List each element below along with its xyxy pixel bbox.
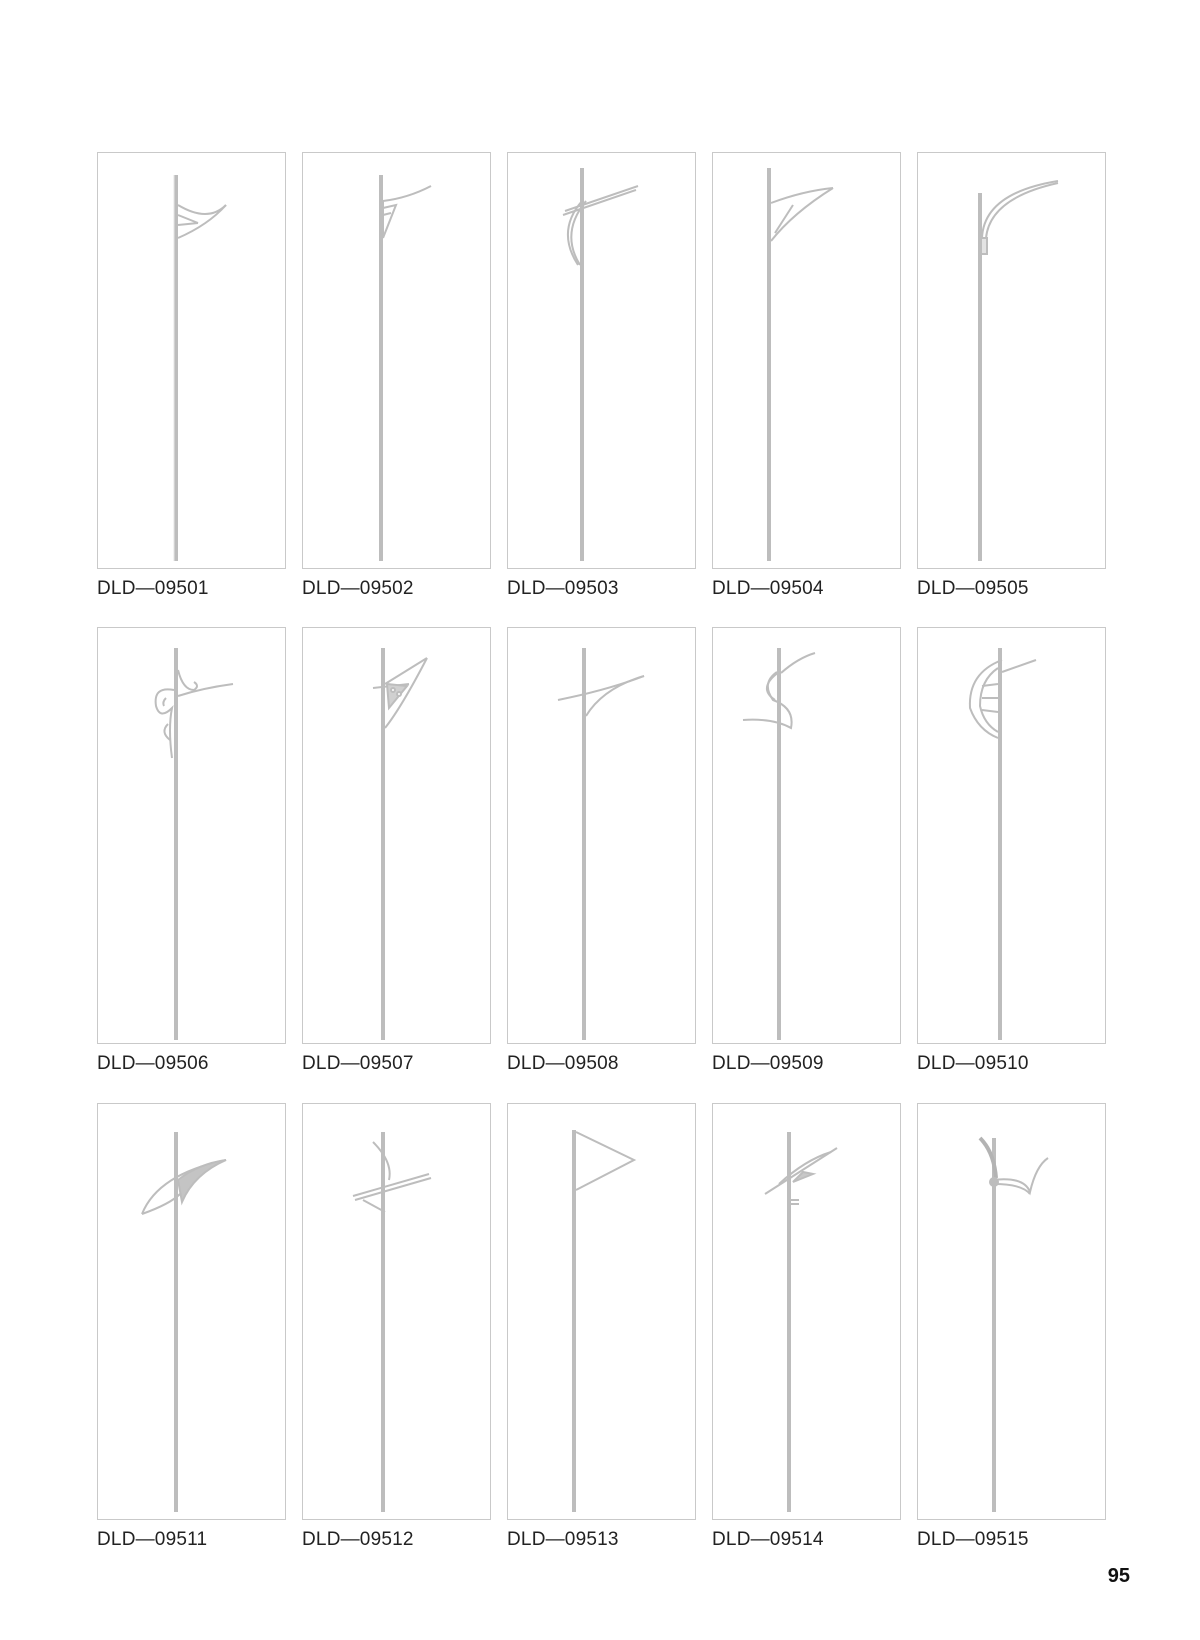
pole-illustration-frame <box>712 1103 901 1520</box>
product-code: DLD—09503 <box>507 578 619 599</box>
pole-illustration-frame <box>302 1103 491 1520</box>
street-light-pole-drawing <box>713 1104 900 1519</box>
product-code: DLD—09504 <box>712 578 824 599</box>
pole-illustration-frame <box>507 627 696 1044</box>
pole-illustration-frame <box>507 152 696 569</box>
product-code: DLD—09505 <box>917 578 1029 599</box>
street-light-pole-drawing <box>303 1104 490 1519</box>
product-code: DLD—09506 <box>97 1053 209 1074</box>
pole-illustration-frame <box>917 1103 1106 1520</box>
pole-illustration-frame <box>712 627 901 1044</box>
street-light-pole-drawing <box>98 628 285 1043</box>
pole-illustration-frame <box>302 152 491 569</box>
street-light-pole-drawing <box>508 153 695 568</box>
street-light-pole-drawing <box>303 153 490 568</box>
street-light-pole-drawing <box>713 153 900 568</box>
street-light-pole-drawing <box>918 153 1105 568</box>
street-light-pole-drawing <box>918 628 1105 1043</box>
product-code: DLD—09510 <box>917 1053 1029 1074</box>
product-code: DLD—09512 <box>302 1529 414 1550</box>
product-code: DLD—09513 <box>507 1529 619 1550</box>
pole-illustration-frame <box>97 1103 286 1520</box>
pole-illustration-frame <box>97 152 286 569</box>
product-code: DLD—09514 <box>712 1529 824 1550</box>
pole-illustration-frame <box>507 1103 696 1520</box>
street-light-pole-drawing <box>508 1104 695 1519</box>
street-light-pole-drawing <box>98 1104 285 1519</box>
pole-illustration-frame <box>917 152 1106 569</box>
street-light-pole-drawing <box>918 1104 1105 1519</box>
page-number: 95 <box>1107 1565 1130 1587</box>
product-code: DLD—09507 <box>302 1053 414 1074</box>
product-code: DLD—09508 <box>507 1053 619 1074</box>
product-code: DLD—09509 <box>712 1053 824 1074</box>
pole-illustration-frame <box>302 627 491 1044</box>
street-light-pole-drawing <box>98 153 285 568</box>
product-code: DLD—09501 <box>97 578 209 599</box>
product-code: DLD—09515 <box>917 1529 1029 1550</box>
pole-illustration-frame <box>917 627 1106 1044</box>
street-light-pole-drawing <box>508 628 695 1043</box>
street-light-pole-drawing <box>303 628 490 1043</box>
street-light-pole-drawing <box>713 628 900 1043</box>
pole-illustration-frame <box>712 152 901 569</box>
product-code: DLD—09502 <box>302 578 414 599</box>
pole-illustration-frame <box>97 627 286 1044</box>
product-code: DLD—09511 <box>97 1529 208 1550</box>
